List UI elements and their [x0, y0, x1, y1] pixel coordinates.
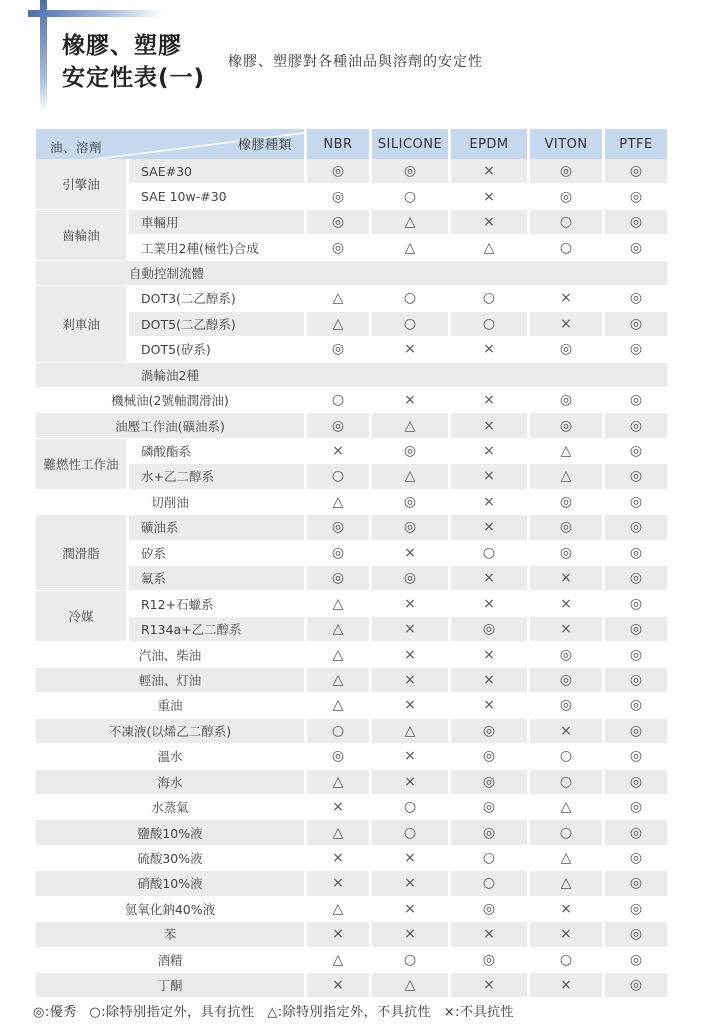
- rating-cell-silicone: ○: [372, 820, 448, 845]
- table-row: [36, 922, 667, 947]
- rating-cell-viton: ◎: [530, 541, 602, 566]
- table-row: [36, 973, 667, 998]
- legend-not-resistant-special: △:除特別指定外，不具抗性: [267, 1005, 432, 1020]
- rating-cell-silicone: ×: [372, 744, 448, 769]
- rating-cell-ptfe: ◎: [605, 210, 667, 235]
- rating-cell-nbr: ○: [307, 388, 369, 413]
- rating-cell-ptfe: ◎: [605, 719, 667, 744]
- group-label: 難燃性工作油: [36, 439, 126, 490]
- table-row: [36, 286, 667, 311]
- fluid-name: DOT5(矽系): [129, 337, 304, 362]
- rating-cell-viton: ◎: [530, 642, 602, 667]
- rating-cell-epdm: ◎: [451, 617, 527, 642]
- rating-cell-silicone: △: [372, 413, 448, 438]
- rating-cell-ptfe: ◎: [605, 159, 667, 184]
- rating-cell-epdm: ×: [451, 388, 527, 413]
- legend-not-resistant: ×:不具抗性: [443, 1005, 515, 1020]
- rating-cell-ptfe: ◎: [605, 286, 667, 311]
- rating-cell-viton: ×: [530, 719, 602, 744]
- table-row: [36, 642, 667, 667]
- rating-cell-epdm: ×: [451, 413, 527, 438]
- rating-cell-silicone: ○: [372, 286, 448, 311]
- rating-cell-epdm: ×: [451, 515, 527, 540]
- table-row: [36, 820, 667, 845]
- rating-cell-ptfe: ◎: [605, 617, 667, 642]
- rating-cell-nbr: ×: [307, 795, 369, 820]
- fluid-name: 渦輪油2種: [36, 363, 667, 388]
- fluid-name: 海水: [36, 770, 304, 795]
- rating-cell-nbr: △: [307, 617, 369, 642]
- rating-cell-nbr: △: [307, 770, 369, 795]
- rating-cell-nbr: ◎: [307, 184, 369, 209]
- rating-cell-ptfe: ◎: [605, 566, 667, 591]
- rating-cell-viton: ×: [530, 897, 602, 922]
- fluid-name: 車輛用: [129, 210, 304, 235]
- rating-cell-nbr: ◎: [307, 235, 369, 260]
- fluid-name: 苯: [36, 922, 304, 947]
- rating-cell-viton: ◎: [530, 693, 602, 718]
- rating-cell-nbr: ○: [307, 464, 369, 489]
- rating-cell-viton: ○: [530, 235, 602, 260]
- rating-cell-silicone: ×: [372, 388, 448, 413]
- rating-cell-silicone: ○: [372, 795, 448, 820]
- rating-cell-nbr: △: [307, 591, 369, 616]
- rating-cell-epdm: ×: [451, 464, 527, 489]
- rating-cell-ptfe: ◎: [605, 235, 667, 260]
- rating-cell-epdm: ×: [451, 439, 527, 464]
- rating-cell-epdm: ◎: [451, 744, 527, 769]
- table-row: [36, 668, 667, 693]
- fluid-name: DOT3(二乙醇系): [129, 286, 304, 311]
- group-label: 潤滑脂: [36, 515, 126, 591]
- fluid-name: SAE#30: [129, 159, 304, 184]
- rating-cell-epdm: ○: [451, 871, 527, 896]
- rating-cell-silicone: △: [372, 464, 448, 489]
- rating-cell-silicone: ◎: [372, 566, 448, 591]
- rating-cell-epdm: ×: [451, 337, 527, 362]
- rating-cell-viton: ×: [530, 591, 602, 616]
- fluid-name: R134a+乙二醇系: [129, 617, 304, 642]
- rating-cell-viton: ◎: [530, 337, 602, 362]
- rating-cell-nbr: △: [307, 312, 369, 337]
- rating-cell-viton: △: [530, 846, 602, 871]
- stability-table: [33, 129, 670, 998]
- rating-cell-viton: △: [530, 795, 602, 820]
- rating-cell-ptfe: ◎: [605, 184, 667, 209]
- column-header-viton: VITON: [530, 129, 602, 159]
- rating-cell-silicone: ×: [372, 871, 448, 896]
- rating-cell-viton: ◎: [530, 413, 602, 438]
- rating-cell-silicone: ◎: [372, 515, 448, 540]
- rating-cell-ptfe: ◎: [605, 541, 667, 566]
- rating-cell-epdm: ×: [451, 922, 527, 947]
- table-row: [36, 871, 667, 896]
- rating-cell-silicone: ○: [372, 184, 448, 209]
- rating-cell-epdm: ×: [451, 642, 527, 667]
- fluid-name: 氟系: [129, 566, 304, 591]
- rating-cell-ptfe: ◎: [605, 820, 667, 845]
- rating-cell-ptfe: ◎: [605, 922, 667, 947]
- rating-cell-nbr: △: [307, 897, 369, 922]
- table-row: [36, 413, 667, 438]
- decorative-horizontal-bar: [28, 10, 163, 17]
- table-header-row: [36, 129, 667, 159]
- page-subtitle: 橡膠、塑膠對各種油品與溶劑的安定性: [228, 54, 483, 70]
- table-row: [36, 159, 667, 184]
- rating-cell-viton: ◎: [530, 388, 602, 413]
- rating-cell-nbr: △: [307, 668, 369, 693]
- table-row: [36, 464, 667, 489]
- title-line-2: 安定性表(一): [62, 65, 206, 91]
- fluid-name: 工業用2種(極性)合成: [129, 235, 304, 260]
- rating-cell-viton: ○: [530, 948, 602, 973]
- table-row: [36, 591, 667, 616]
- fluid-name: 不凍液(以烯乙二醇系): [36, 719, 304, 744]
- rating-cell-nbr: △: [307, 693, 369, 718]
- rating-cell-viton: ◎: [530, 159, 602, 184]
- rating-cell-ptfe: ◎: [605, 871, 667, 896]
- table-row: [36, 312, 667, 337]
- rating-cell-silicone: ×: [372, 591, 448, 616]
- table-row: [36, 948, 667, 973]
- fluid-name: 水蒸氣: [36, 795, 304, 820]
- fluid-name: 水+乙二醇系: [129, 464, 304, 489]
- rating-cell-ptfe: ◎: [605, 591, 667, 616]
- fluid-name: 硝酸10%液: [36, 871, 304, 896]
- rating-cell-viton: ×: [530, 566, 602, 591]
- rating-cell-epdm: ×: [451, 159, 527, 184]
- rating-cell-viton: ×: [530, 973, 602, 998]
- rating-cell-viton: △: [530, 464, 602, 489]
- table-row: [36, 388, 667, 413]
- table-row: [36, 439, 667, 464]
- table-row: [36, 566, 667, 591]
- table-row: [36, 617, 667, 642]
- rating-cell-epdm: ×: [451, 973, 527, 998]
- fluid-name: 溫水: [36, 744, 304, 769]
- group-label: 冷媒: [36, 591, 126, 642]
- rating-cell-nbr: ◎: [307, 744, 369, 769]
- fluid-name: DOT5(二乙醇系): [129, 312, 304, 337]
- rating-cell-silicone: ×: [372, 897, 448, 922]
- fluid-name: 油壓工作油(礦油系): [36, 413, 304, 438]
- rating-cell-epdm: ◎: [451, 820, 527, 845]
- rating-cell-epdm: ○: [451, 286, 527, 311]
- fluid-name: 自動控制流體: [36, 261, 667, 286]
- rating-cell-epdm: ×: [451, 693, 527, 718]
- rating-cell-silicone: ×: [372, 541, 448, 566]
- group-label: 齒輪油: [36, 210, 126, 261]
- table-row: [36, 795, 667, 820]
- rating-cell-ptfe: ◎: [605, 312, 667, 337]
- column-header-silicone: SILICONE: [372, 129, 448, 159]
- rating-cell-nbr: ×: [307, 439, 369, 464]
- header-corner-cell: [36, 129, 304, 159]
- fluid-name: 礦油系: [129, 515, 304, 540]
- rating-cell-viton: ×: [530, 286, 602, 311]
- rating-cell-ptfe: ◎: [605, 948, 667, 973]
- rating-cell-epdm: ×: [451, 490, 527, 515]
- table-row: [36, 541, 667, 566]
- rating-cell-ptfe: ◎: [605, 846, 667, 871]
- rating-cell-silicone: ×: [372, 846, 448, 871]
- rating-cell-epdm: ◎: [451, 795, 527, 820]
- rating-cell-ptfe: ◎: [605, 464, 667, 489]
- rating-cell-epdm: ◎: [451, 719, 527, 744]
- rating-cell-silicone: △: [372, 719, 448, 744]
- rating-cell-silicone: △: [372, 210, 448, 235]
- fluid-name: 切削油: [36, 490, 304, 515]
- rating-cell-nbr: ◎: [307, 159, 369, 184]
- rating-cell-epdm: ○: [451, 846, 527, 871]
- rating-cell-nbr: ◎: [307, 210, 369, 235]
- rating-cell-silicone: ◎: [372, 490, 448, 515]
- rating-cell-epdm: △: [451, 235, 527, 260]
- fluid-name: 汽油、柴油: [36, 642, 304, 667]
- rating-cell-ptfe: ◎: [605, 490, 667, 515]
- column-header-epdm: EPDM: [451, 129, 527, 159]
- rating-cell-nbr: ×: [307, 846, 369, 871]
- rating-cell-silicone: △: [372, 973, 448, 998]
- rating-cell-epdm: ×: [451, 184, 527, 209]
- table-row: [36, 515, 667, 540]
- header-fluid-label: 油、溶劑: [50, 140, 103, 155]
- rating-cell-epdm: ×: [451, 591, 527, 616]
- rating-cell-silicone: ×: [372, 770, 448, 795]
- rating-cell-viton: ◎: [530, 668, 602, 693]
- rating-cell-viton: ○: [530, 770, 602, 795]
- rating-cell-epdm: ×: [451, 210, 527, 235]
- rating-cell-viton: ◎: [530, 184, 602, 209]
- fluid-name: 丁酮: [36, 973, 304, 998]
- fluid-name: R12+石蠟系: [129, 591, 304, 616]
- fluid-name: 機械油(2號軸潤滑油): [36, 388, 304, 413]
- group-label: 引擎油: [36, 159, 126, 210]
- rating-cell-silicone: ×: [372, 922, 448, 947]
- rating-cell-epdm: ×: [451, 668, 527, 693]
- table-row: [36, 770, 667, 795]
- rating-cell-viton: ◎: [530, 515, 602, 540]
- rating-cell-viton: △: [530, 439, 602, 464]
- legend-resistant: ○:除特別指定外，具有抗性: [89, 1005, 255, 1020]
- table-row: [36, 210, 667, 235]
- rating-cell-ptfe: ◎: [605, 795, 667, 820]
- rating-cell-epdm: ◎: [451, 948, 527, 973]
- rating-cell-nbr: △: [307, 948, 369, 973]
- rating-cell-silicone: ×: [372, 617, 448, 642]
- column-header-nbr: NBR: [307, 129, 369, 159]
- table-row: [36, 897, 667, 922]
- fluid-name: SAE 10w-#30: [129, 184, 304, 209]
- rating-cell-ptfe: ◎: [605, 897, 667, 922]
- fluid-name: 鹽酸10%液: [36, 820, 304, 845]
- rating-cell-nbr: △: [307, 286, 369, 311]
- rating-cell-silicone: ○: [372, 312, 448, 337]
- legend: [33, 1001, 522, 1020]
- rating-cell-viton: ◎: [530, 490, 602, 515]
- table-row: [36, 693, 667, 718]
- rating-cell-viton: ×: [530, 922, 602, 947]
- rating-cell-silicone: ×: [372, 693, 448, 718]
- rating-cell-nbr: ○: [307, 719, 369, 744]
- table-row: [36, 235, 667, 260]
- legend-excellent: ◎:優秀: [33, 1005, 77, 1020]
- rating-cell-nbr: ×: [307, 973, 369, 998]
- rating-cell-viton: ○: [530, 210, 602, 235]
- table-row: [36, 719, 667, 744]
- table-row: [36, 184, 667, 209]
- rating-cell-nbr: ◎: [307, 337, 369, 362]
- rating-cell-silicone: △: [372, 235, 448, 260]
- rating-cell-ptfe: ◎: [605, 668, 667, 693]
- rating-cell-ptfe: ◎: [605, 693, 667, 718]
- table-row: [36, 261, 667, 286]
- fluid-name: 磷酸酯系: [129, 439, 304, 464]
- rating-cell-ptfe: ◎: [605, 388, 667, 413]
- rating-cell-nbr: △: [307, 490, 369, 515]
- fluid-name: 氫氧化鈉40%液: [36, 897, 304, 922]
- rating-cell-viton: ○: [530, 744, 602, 769]
- fluid-name: 輕油、灯油: [36, 668, 304, 693]
- fluid-name: 重油: [36, 693, 304, 718]
- rating-cell-nbr: ×: [307, 922, 369, 947]
- page-title: [62, 30, 205, 94]
- rating-cell-nbr: ◎: [307, 515, 369, 540]
- rating-cell-ptfe: ◎: [605, 413, 667, 438]
- rating-cell-nbr: △: [307, 820, 369, 845]
- rating-cell-epdm: ○: [451, 541, 527, 566]
- rating-cell-nbr: △: [307, 642, 369, 667]
- fluid-name: 矽系: [129, 541, 304, 566]
- table-row: [36, 846, 667, 871]
- rating-cell-ptfe: ◎: [605, 439, 667, 464]
- rating-cell-viton: ×: [530, 617, 602, 642]
- group-label: 剎車油: [36, 286, 126, 362]
- rating-cell-ptfe: ◎: [605, 744, 667, 769]
- rating-cell-ptfe: ◎: [605, 337, 667, 362]
- table-row: [36, 337, 667, 362]
- rating-cell-epdm: ○: [451, 312, 527, 337]
- rating-cell-ptfe: ◎: [605, 515, 667, 540]
- rating-cell-viton: ○: [530, 820, 602, 845]
- rating-cell-silicone: ×: [372, 668, 448, 693]
- table-row: [36, 363, 667, 388]
- rating-cell-ptfe: ◎: [605, 642, 667, 667]
- rating-cell-nbr: ◎: [307, 413, 369, 438]
- rating-cell-viton: △: [530, 871, 602, 896]
- rating-cell-silicone: ○: [372, 948, 448, 973]
- rating-cell-silicone: ×: [372, 337, 448, 362]
- table-row: [36, 744, 667, 769]
- rating-cell-epdm: ◎: [451, 897, 527, 922]
- fluid-name: 硫酸30%液: [36, 846, 304, 871]
- column-header-ptfe: PTFE: [605, 129, 667, 159]
- title-line-1: 橡膠、塑膠: [62, 33, 182, 59]
- rating-cell-ptfe: ◎: [605, 973, 667, 998]
- rating-cell-nbr: ◎: [307, 566, 369, 591]
- rating-cell-epdm: ×: [451, 566, 527, 591]
- fluid-name: 酒精: [36, 948, 304, 973]
- rating-cell-silicone: ◎: [372, 439, 448, 464]
- rating-cell-viton: ×: [530, 312, 602, 337]
- rating-cell-nbr: ◎: [307, 541, 369, 566]
- table-row: [36, 490, 667, 515]
- rating-cell-silicone: ×: [372, 642, 448, 667]
- rating-cell-ptfe: ◎: [605, 770, 667, 795]
- rating-cell-nbr: ×: [307, 871, 369, 896]
- header-rubber-label: 橡膠種類: [237, 138, 292, 153]
- rating-cell-epdm: ◎: [451, 770, 527, 795]
- rating-cell-silicone: ◎: [372, 159, 448, 184]
